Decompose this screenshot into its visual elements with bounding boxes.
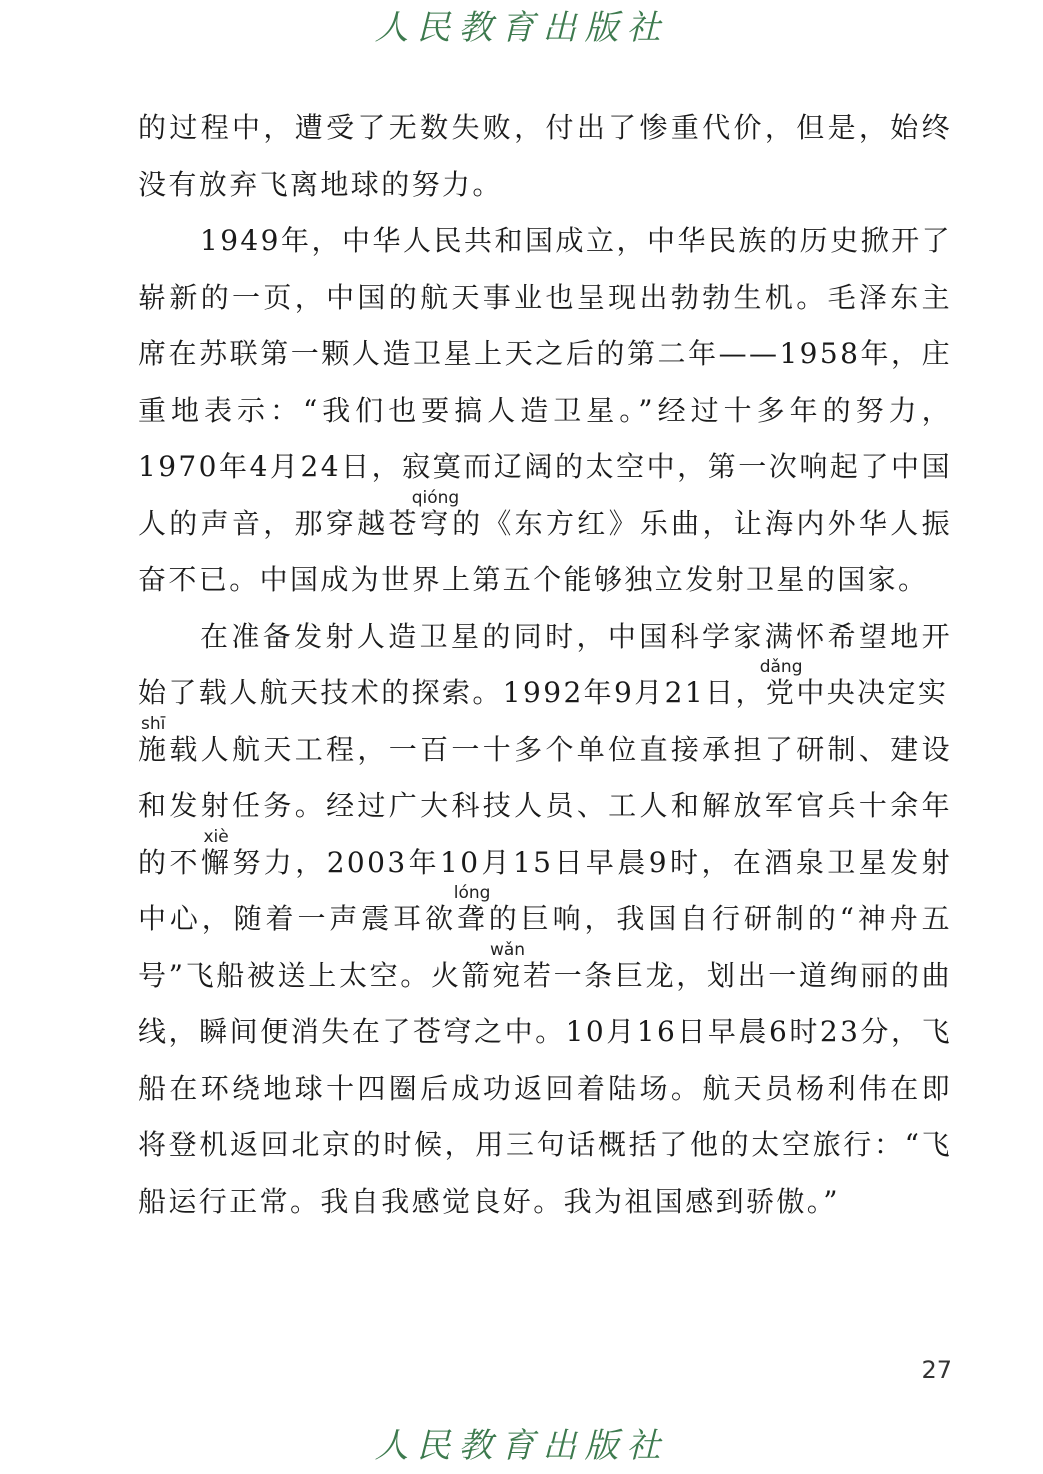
paragraph-2 [138,213,952,609]
paragraph-1: 的过程中，遭受了无数失败，付出了惨重代价，但是，始终没有放弃飞离地球的努力。 [138,111,952,201]
paragraph-3-text-3: 载人航天工程，一百一十多个单位直接承担了研制、建设和发射任务。经过广大科技人员、工人和解放军官兵十余年的不 [138,732,952,879]
paragraph-3-text-4: 努力，2003年10月15日早晨9时，在酒泉卫星发射中心，随着一声震耳欲 [138,845,953,935]
pinyin-shi: shī [138,713,169,734]
ruby-annotation-qiong: 穹qióng [411,487,460,540]
publisher-watermark-bottom: 人民教育出版社 [374,1426,669,1466]
paragraph-2-text-a: 1949年，中华人民共和国成立，中华民族的历史掀开了崭新的一页，中国的航天事业也呈现出勃勃生机。毛泽东主席在苏联第一颗人造卫星上天之后的第二年——1958年，庄重地表示：“我们也要搞人造卫星。”经过十多年的努力，1970年4月24日，寂寞而辽阔的太空中，第一次响起了中国人的声音，那穿越苍 [138,224,952,540]
page-number: 27 [921,1356,952,1384]
paragraph-3-text-5: 的巨响，我国自行研制的“神舟五号”飞船被送上太空。火箭 [138,902,952,992]
ruby-annotation-dang: 党dǎng [759,657,803,709]
paragraph-3 [138,609,952,1231]
ruby-annotation-xie: 懈xiè [200,826,233,879]
ruby-annotation-shi: 施shī [138,713,170,766]
page-body [138,100,952,1230]
pinyin-dang: dǎng [759,657,803,677]
paragraph-3-text-1: 在准备发射人造卫星的同时，中国科学家满怀希望地开始了载人航天技术的探索。1992年9月21日， [138,619,952,709]
paragraph-3-text-6: 若一条巨龙，划出一道绚丽的曲线，瞬间便消失在了苍穹之中。10月16日早晨6时23分，飞船在环绕地球十四圈后成功返回着陆场。航天员杨利伟在即将登机返回北京的时候，用三句话概括了他的太空旅行：“飞船运行正常。我自我感觉良好。我为祖国感到骄傲。” [138,958,952,1218]
pinyin-long: lóng [453,883,491,903]
ruby-annotation-long: 聋lóng [453,883,491,935]
pinyin-wan: wǎn [489,939,526,960]
ruby-annotation-wan: 宛wǎn [489,939,526,992]
pinyin-xie: xiè [200,826,232,847]
paragraph-2-text-b: 的《东方红》乐曲，让海内外华人振奋不已。中国成为世界上第五个能够独立发射卫星的国家。 [138,506,952,596]
paragraph-3-text-2: 中央决定实 [796,676,949,709]
publisher-watermark-top: 人民教育出版社 [374,8,669,48]
pinyin-qiong: qióng [411,487,460,508]
